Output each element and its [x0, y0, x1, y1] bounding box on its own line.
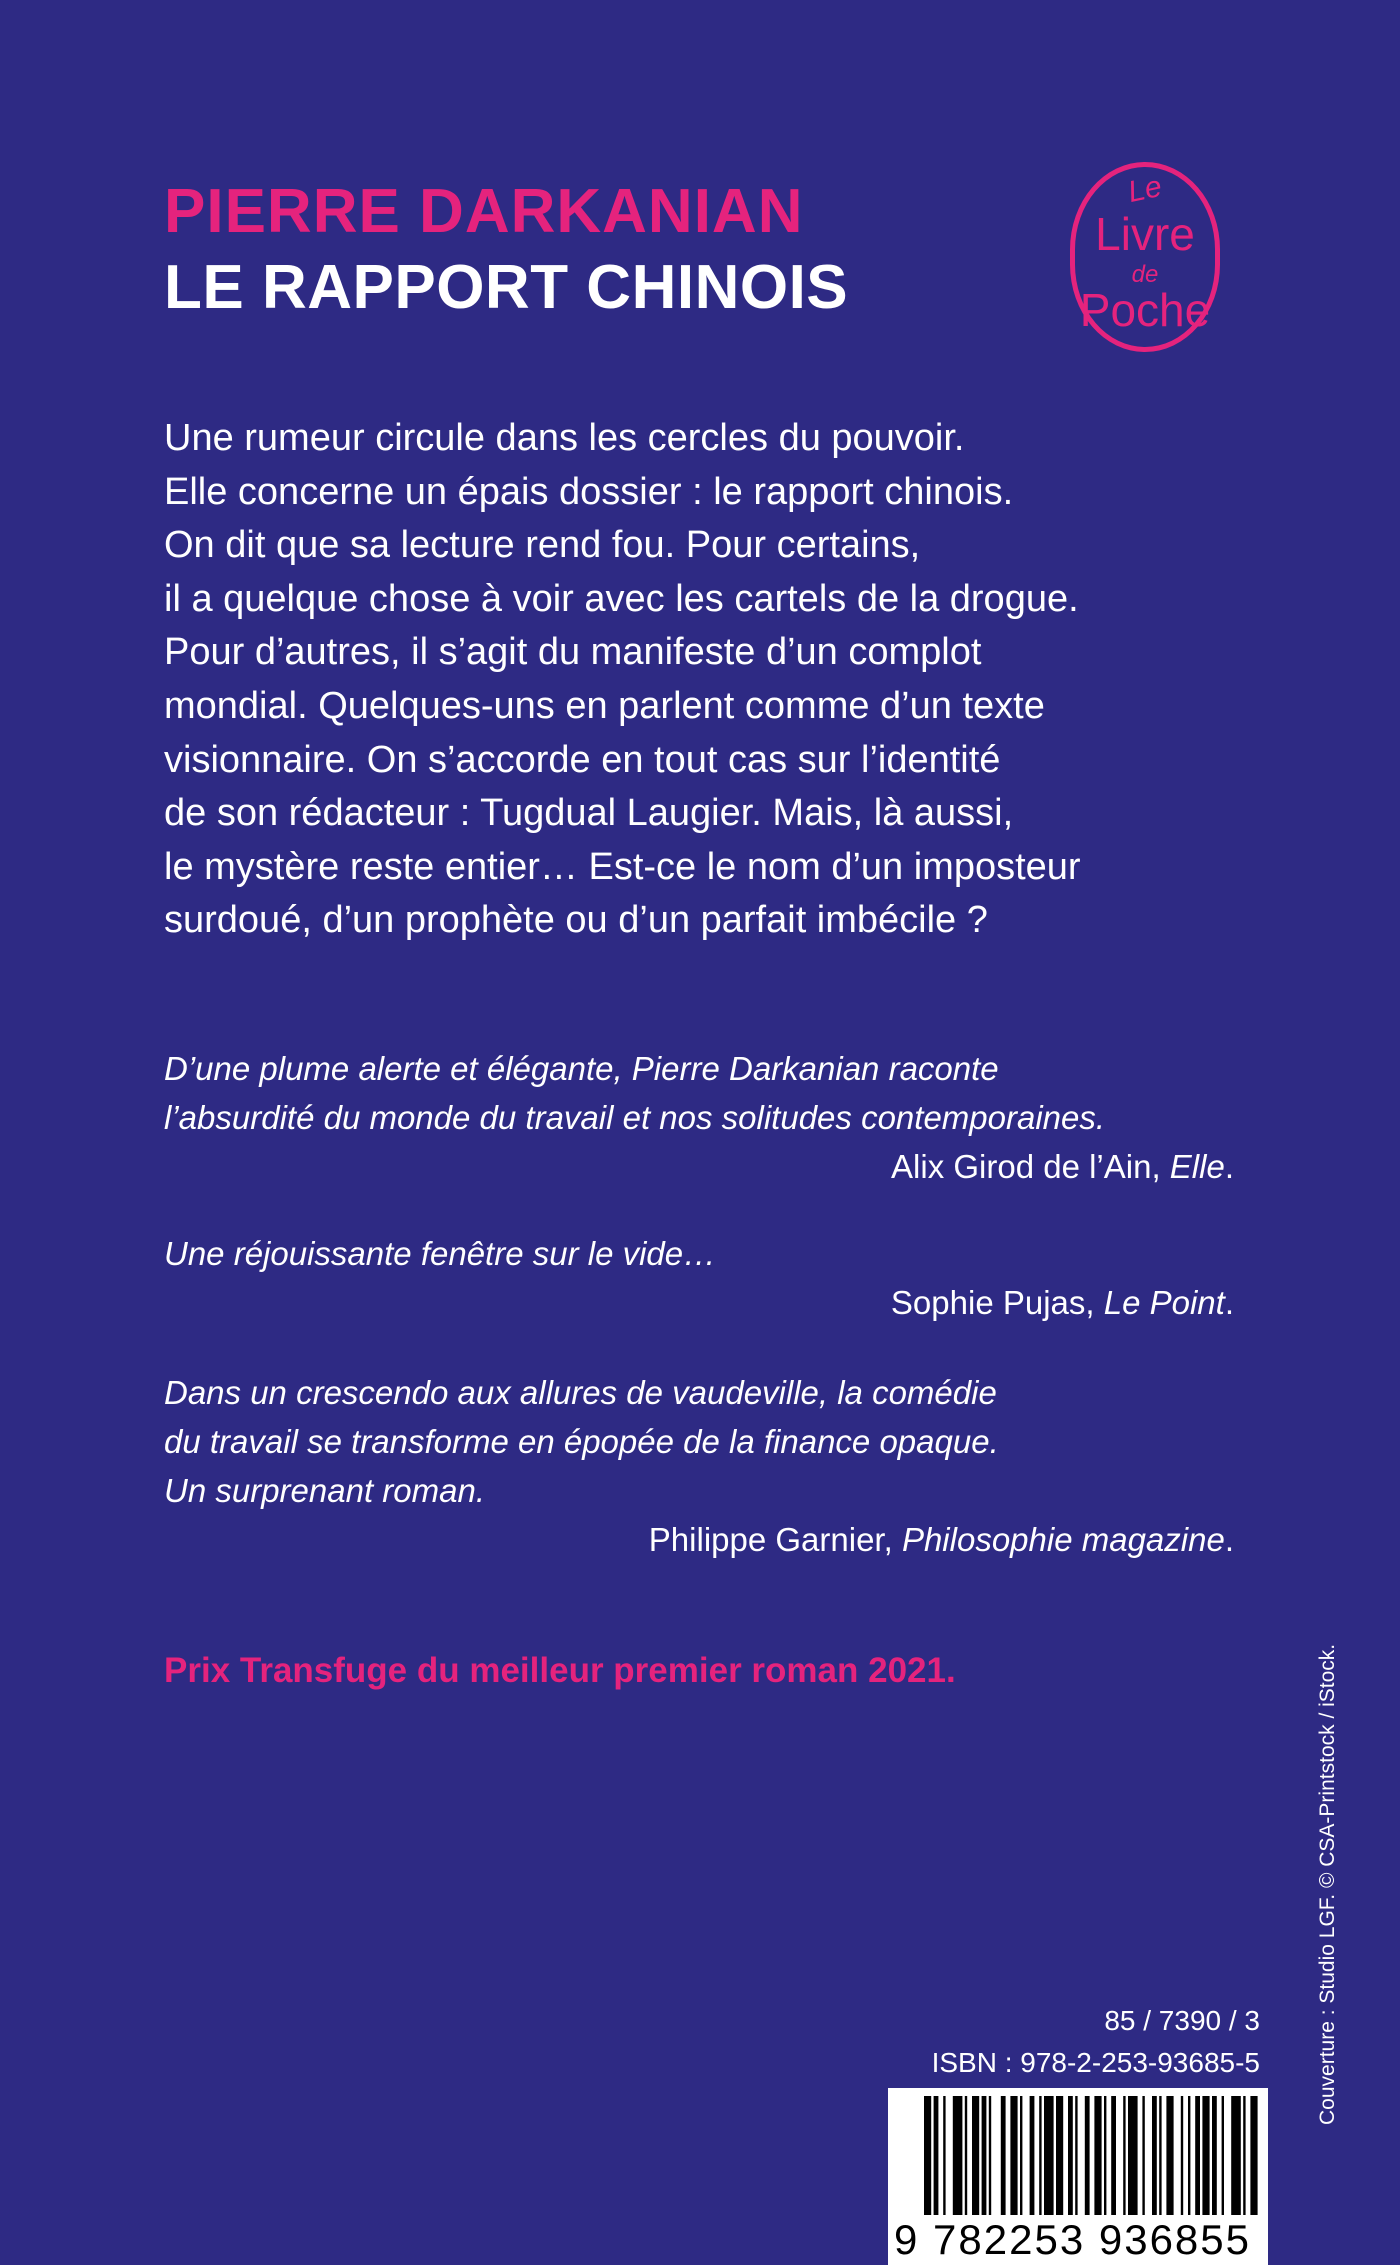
review-source — [164, 1142, 1234, 1191]
synopsis-line: de son rédacteur : Tugdual Laugier. Mais, là aussi, — [164, 792, 1014, 835]
review-critic: Alix Girod de l’Ain, — [891, 1148, 1170, 1185]
barcode-bars — [888, 2088, 1268, 2215]
barcode-bar — [1142, 2096, 1144, 2215]
author-name: PIERRE DARKANIAN — [164, 177, 804, 246]
review-critic: Sophie Pujas, — [890, 1284, 1104, 1321]
barcode-bar — [1068, 2096, 1073, 2215]
barcode-bar — [1039, 2096, 1041, 2215]
barcode-bar — [1152, 2096, 1157, 2215]
barcode-bar — [1085, 2096, 1090, 2215]
barcode-bar — [1001, 2096, 1006, 2215]
publisher-logo — [1070, 162, 1220, 352]
barcode-bar — [965, 2096, 967, 2215]
reference-number: 85 / 7390 / 3 — [1104, 2005, 1260, 2036]
barcode-bar — [1056, 2096, 1063, 2215]
review-source-end: . — [1224, 1284, 1234, 1321]
barcode-bar — [953, 2096, 963, 2215]
barcode-bar — [1075, 2096, 1077, 2215]
synopsis-line: il a quelque chose à voir avec les cartels de la drogue. — [164, 577, 1079, 620]
barcode-bar — [1231, 2096, 1241, 2215]
review-quote-line: Un surprenant roman. — [164, 1472, 485, 1509]
review-quote-line: D’une plume alerte et élégante, Pierre Darkanian raconte — [164, 1050, 999, 1087]
review-philosophie-magazine — [164, 1368, 1234, 1564]
barcode-bar — [1044, 2096, 1054, 2215]
review-quote-line: du travail se transforme en épopée de la finance opaque. — [164, 1423, 999, 1460]
barcode-bar — [1010, 2096, 1017, 2215]
barcode-bar — [972, 2096, 979, 2215]
cover-credit: Couverture : Studio LGF. © CSA-Printstock / iStock. — [1316, 1643, 1339, 2125]
synopsis-line: le mystère reste entier… Est-ce le nom d’un imposteur — [164, 845, 1081, 888]
synopsis-line: Une rumeur circule dans les cercles du pouvoir. — [164, 417, 965, 459]
barcode-bar — [1212, 2096, 1217, 2215]
review-le-point — [164, 1229, 1234, 1327]
prize-mention: Prix Transfuge du meilleur premier roman 2021. — [164, 1651, 956, 1690]
synopsis — [164, 412, 1224, 948]
barcode-bar — [1181, 2096, 1183, 2215]
review-source — [164, 1515, 1234, 1564]
barcode-bar — [924, 2096, 931, 2215]
barcode-bar — [1159, 2096, 1161, 2215]
logo-line-2: Livre — [1095, 208, 1195, 260]
barcode-bar — [1166, 2096, 1173, 2215]
isbn: ISBN : 978-2-253-93685-5 — [931, 2047, 1260, 2078]
book-codes — [932, 2000, 1260, 2084]
review-quote-line: Dans un crescendo aux allures de vaudeville, la comédie — [164, 1374, 997, 1411]
review-publication: Elle — [1169, 1148, 1225, 1185]
logo-line-4: Poche — [1079, 284, 1211, 336]
review-quote-line: Une réjouissante fenêtre sur le vide… — [164, 1235, 717, 1272]
review-publication: Philosophie magazine — [901, 1521, 1225, 1558]
review-critic: Philippe Garnier, — [648, 1521, 902, 1558]
barcode-bar — [1128, 2096, 1138, 2215]
barcode-bar — [1030, 2096, 1035, 2215]
review-quote-line: l’absurdité du monde du travail et nos solitudes contemporaines. — [164, 1099, 1106, 1136]
barcode-bar — [1094, 2096, 1101, 2215]
barcode-bar — [1243, 2096, 1245, 2215]
synopsis-line: surdoué, d’un prophète ou d’un parfait imbécile ? — [164, 899, 988, 942]
barcode-bar — [1188, 2096, 1190, 2215]
barcode-bar — [1104, 2096, 1106, 2215]
synopsis-line: Elle concerne un épais dossier : le rapport chinois. — [164, 470, 1014, 513]
logo-line-1: Le — [1125, 169, 1165, 210]
barcode-bar — [989, 2096, 991, 2215]
barcode-bar — [982, 2096, 987, 2215]
synopsis-line: mondial. Quelques-uns en parlent comme d’un texte — [164, 684, 1045, 727]
barcode-bar — [1250, 2096, 1257, 2215]
review-publication: Le Point — [1103, 1284, 1225, 1321]
synopsis-line: Pour d’autres, il s’agit du manifeste d’un complot — [164, 631, 982, 674]
synopsis-line: visionnaire. On s’accorde en tout cas sur l’identité — [164, 738, 1001, 781]
barcode — [888, 2088, 1268, 2265]
barcode-bar — [1222, 2096, 1224, 2215]
review-elle — [164, 1044, 1234, 1191]
barcode-bar — [1111, 2096, 1116, 2215]
barcode-bar — [1195, 2096, 1200, 2215]
review-source-end: . — [1224, 1521, 1234, 1558]
review-source — [164, 1278, 1234, 1327]
barcode-bar — [1202, 2096, 1209, 2215]
barcode-digits: 9 782253 936855 — [894, 2216, 1251, 2263]
synopsis-line: On dit que sa lecture rend fou. Pour certains, — [164, 524, 921, 567]
logo-line-3: de — [1131, 261, 1159, 288]
book-title: LE RAPPORT CHINOIS — [164, 253, 849, 322]
review-source-end: . — [1224, 1148, 1234, 1185]
barcode-bar — [1020, 2096, 1022, 2215]
barcode-bar — [1123, 2096, 1125, 2215]
barcode-bar — [943, 2096, 945, 2215]
barcode-bar — [934, 2096, 939, 2215]
